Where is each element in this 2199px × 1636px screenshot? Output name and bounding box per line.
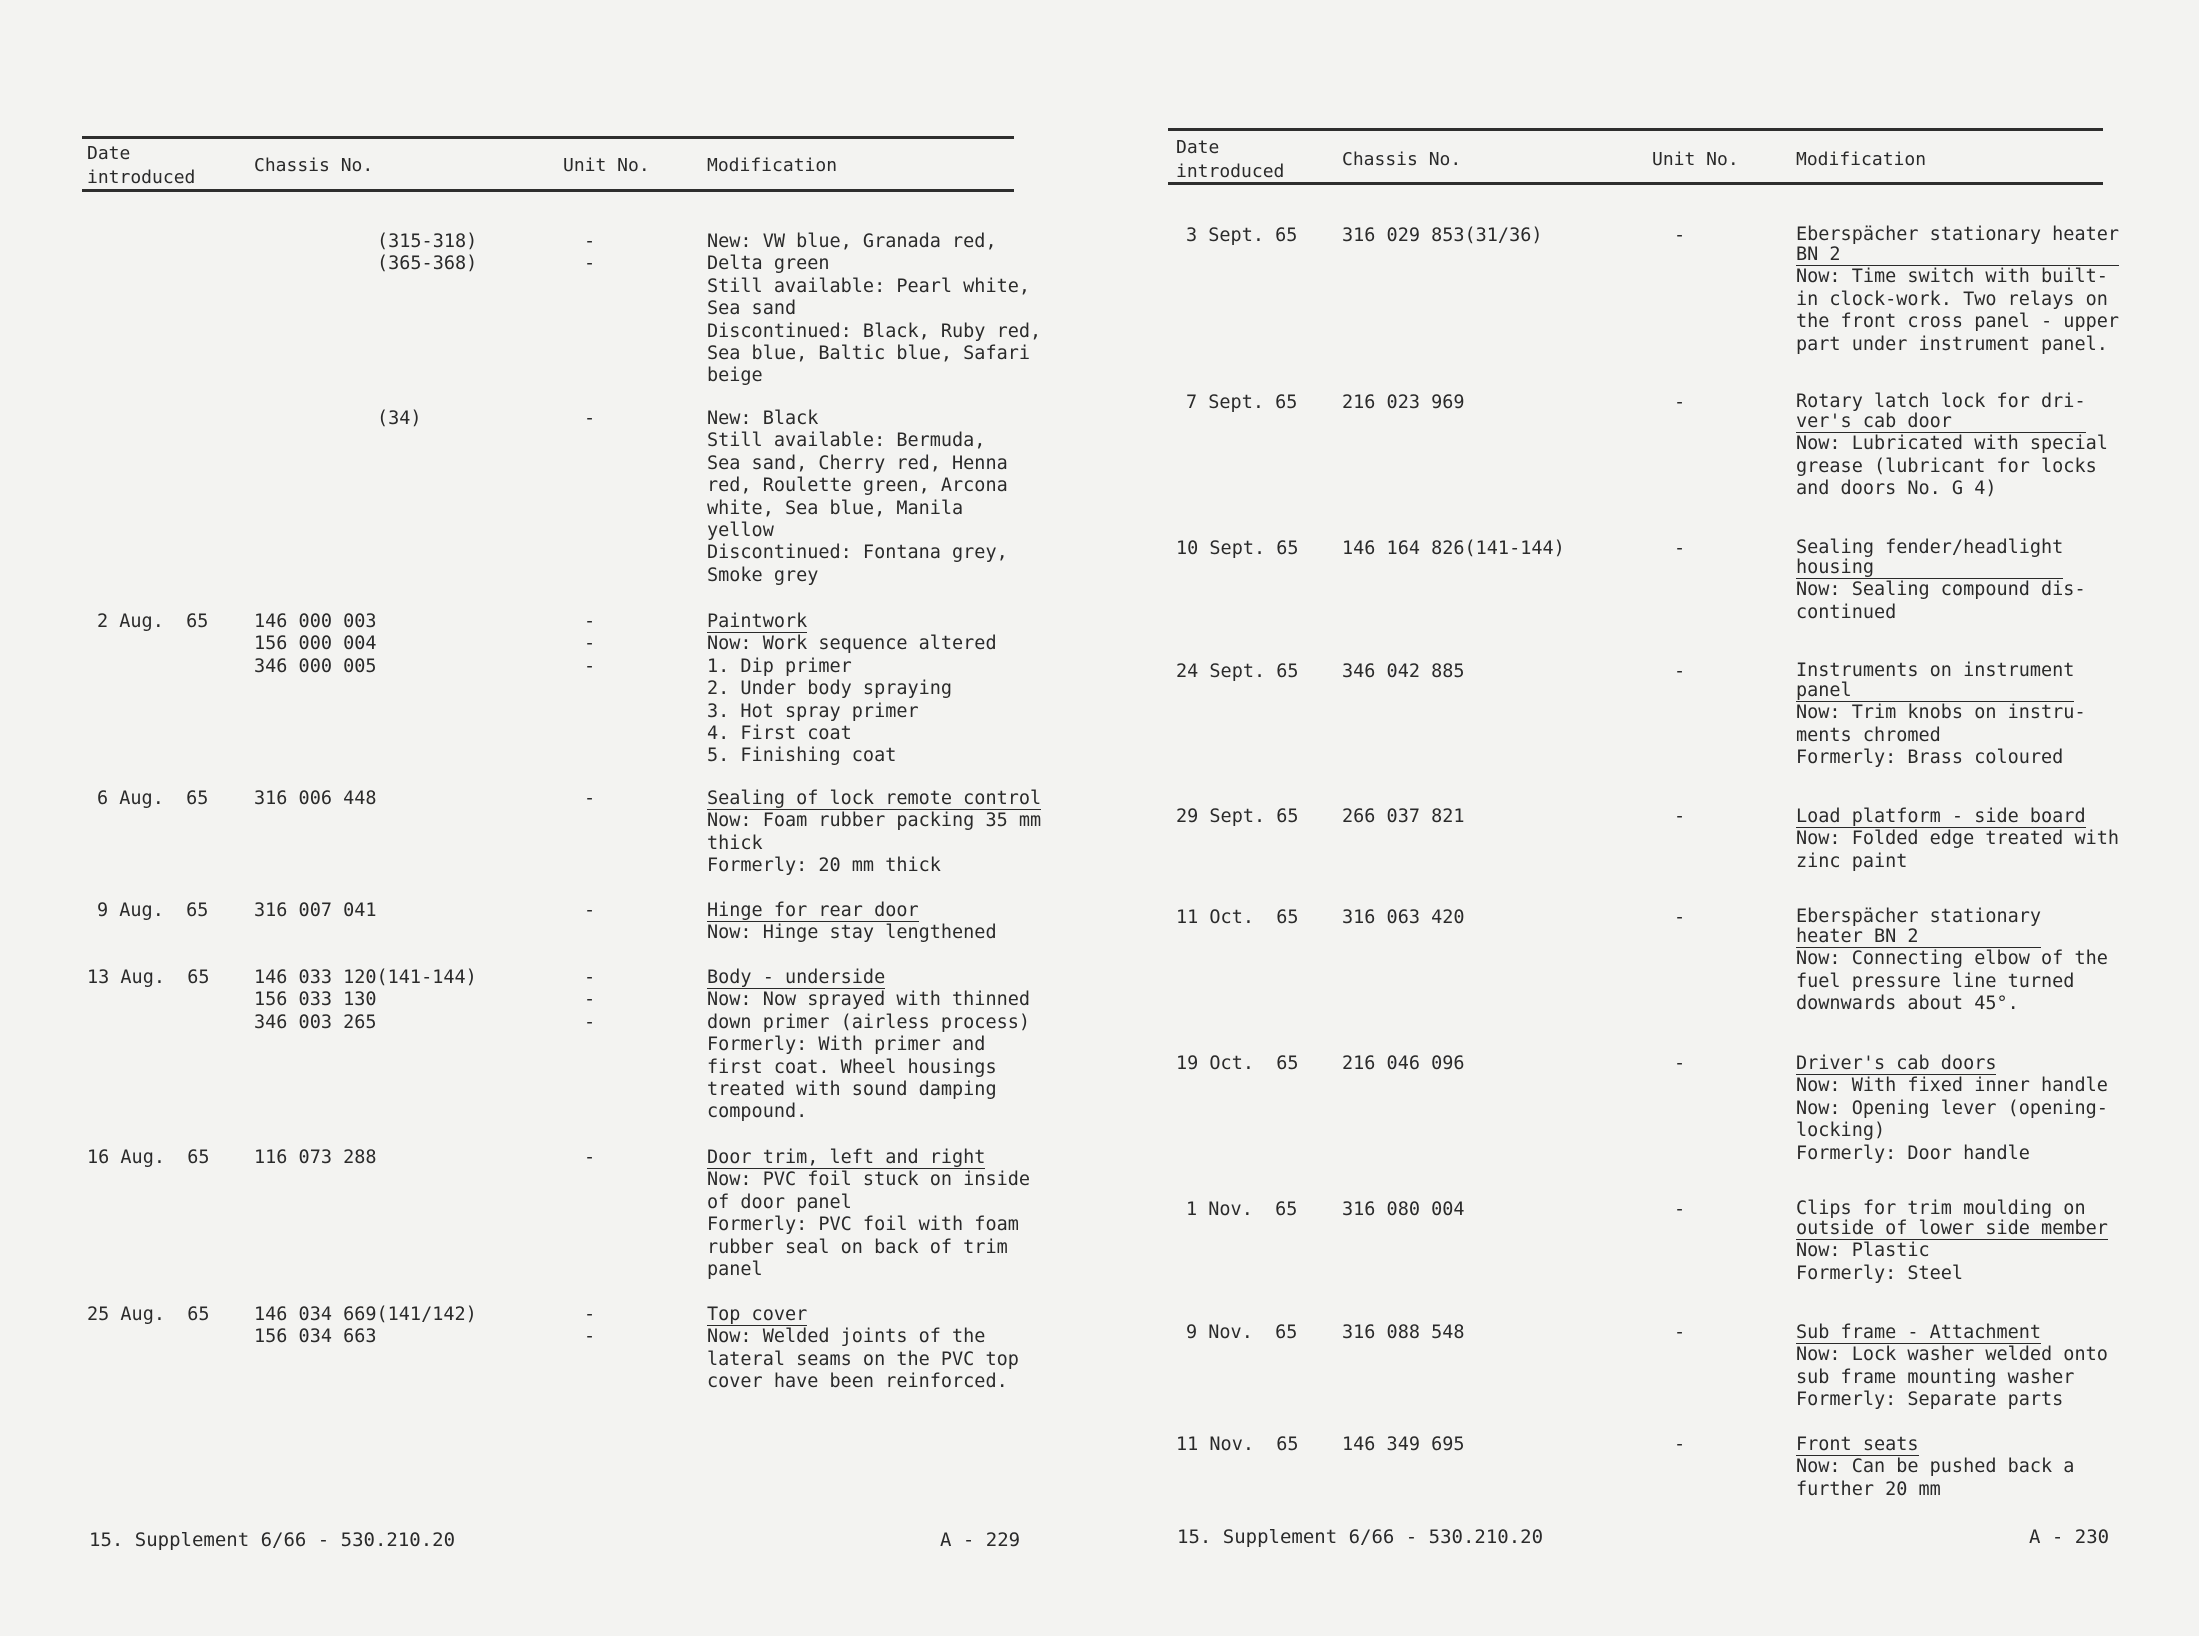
modification-body: Now: Now sprayed with thinned down primer (airless process) Formerly: With primer and first coat. Wheel housings treated with sound damping compound. (707, 989, 1031, 1123)
unit-number: - - (584, 231, 596, 275)
modification-title: Front seats (1796, 1434, 1919, 1455)
modification-body: New: VW blue, Granada red, Delta green Still available: Pearl white, Sea sand Discontinued: Black, Ruby red, Sea blue, Baltic blue, Safari beige (707, 231, 1042, 387)
chassis-number: 216 046 096 (1342, 1053, 1465, 1074)
modification-title: Hinge for rear door (707, 900, 919, 921)
modification-body: New: Black Still available: Bermuda, Sea sand, Cherry red, Henna red, Roulette green, Arcona white, Sea blue, Manila yellow Discontinued: Fontana grey, Smoke grey (707, 408, 1008, 586)
date-introduced: 3 Sept. 65 (1186, 225, 1298, 246)
date-introduced: 24 Sept. 65 (1176, 661, 1299, 682)
date-introduced: 11 Oct. 65 (1176, 907, 1299, 928)
modification (1796, 1053, 2108, 1165)
date-introduced: 11 Nov. 65 (1176, 1434, 1299, 1455)
modification-body: Now: Hinge stay lengthened (707, 922, 997, 944)
chassis-number: 146 034 669(141/142) 156 034 663 (254, 1304, 477, 1348)
unit-number: - (584, 408, 596, 429)
unit-number: - (584, 900, 596, 921)
date-introduced: 9 Aug. 65 (97, 900, 209, 921)
modification-body: Now: Lock washer welded onto sub frame mounting washer Formerly: Separate parts (1796, 1344, 2108, 1411)
unit-number: - (584, 788, 596, 809)
modification-title: Eberspächer stationary heater BN 2 (1796, 906, 2042, 947)
modification (1796, 907, 2108, 1016)
modification (707, 788, 1041, 878)
chassis-number: 316 006 448 (254, 788, 377, 809)
modification (707, 1147, 1030, 1281)
modification-title: Sub frame - Attachment (1796, 1322, 2042, 1343)
modification-body: Now: Work sequence altered 1. Dip primer 2. Under body spraying 3. Hot spray primer 4. First coat 5. Finishing coat (707, 633, 997, 767)
header-chassis: Chassis No. (254, 155, 374, 176)
modification-title: Sealing fender/headlight housing (1796, 537, 2064, 578)
modification-title: Door trim, left and right (707, 1147, 986, 1168)
unit-number: - - (584, 1304, 596, 1348)
unit-number: - (1674, 538, 1686, 559)
chassis-number: 346 042 885 (1342, 661, 1465, 682)
chassis-number: 146 000 003 156 000 004 346 000 005 (254, 611, 377, 677)
modification-title: Sealing of lock remote control (707, 788, 1042, 809)
modification-body: Now: Foam rubber packing 35 mm thick Formerly: 20 mm thick (707, 810, 1042, 877)
chassis-number: 216 023 969 (1342, 392, 1465, 413)
modification-body: Now: Can be pushed back a further 20 mm (1796, 1456, 2075, 1500)
unit-number: - (1674, 1053, 1686, 1074)
unit-number: - - - (584, 611, 596, 677)
modification (1796, 1434, 2074, 1501)
modification (707, 408, 1008, 587)
chassis-number: 316 080 004 (1342, 1199, 1465, 1220)
modification-body: Now: Lubricated with special grease (lubricant for locks and doors No. G 4) (1796, 433, 2108, 500)
header-bottom-rule (82, 189, 1014, 192)
date-introduced: 6 Aug. 65 (97, 788, 209, 809)
header-bottom-rule (1168, 182, 2103, 185)
unit-number: - (1674, 225, 1686, 246)
date-introduced: 25 Aug. 65 (87, 1304, 210, 1325)
modification-body: Now: Trim knobs on instru- ments chromed Formerly: Brass coloured (1796, 702, 2086, 769)
modification (707, 231, 1041, 388)
modification-body: Now: PVC foil stuck on inside of door panel Formerly: PVC foil with foam rubber seal on back of trim panel (707, 1169, 1031, 1281)
footer-page-number: A - 229 (940, 1529, 1021, 1551)
footer-page-number: A - 230 (2029, 1526, 2110, 1548)
chassis-number: (34) (377, 408, 422, 429)
date-introduced: 2 Aug. 65 (97, 611, 209, 632)
modification-body: Now: Plastic Formerly: Steel (1796, 1240, 1964, 1284)
modification-title: Instruments on instrument panel (1796, 660, 2075, 701)
modification (1796, 1322, 2108, 1412)
modification-body: Now: Time switch with built- in clock-work. Two relays on the front cross panel - upper part under instrument panel. (1796, 266, 2120, 355)
modification-title: Body - underside (707, 967, 886, 988)
modification (1796, 1199, 2108, 1285)
modification-body: Now: Connecting elbow of the fuel pressure line turned downwards about 45°. (1796, 948, 2108, 1015)
modification-body: Now: Welded joints of the lateral seams on the PVC top cover have been reinforced. (707, 1326, 1019, 1393)
date-introduced: 16 Aug. 65 (87, 1147, 210, 1168)
modification (1796, 225, 2119, 356)
footer-supplement: 15. Supplement 6/66 - 530.210.20 (89, 1529, 456, 1551)
modification-title: Load platform - side board (1796, 806, 2086, 827)
unit-number: - (1674, 661, 1686, 682)
date-introduced: 29 Sept. 65 (1176, 806, 1299, 827)
header-unit: Unit No. (1652, 149, 1739, 170)
modification (707, 900, 997, 945)
date-introduced: 1 Nov. 65 (1186, 1199, 1298, 1220)
modification (707, 611, 997, 768)
header-modification: Modification (707, 155, 838, 176)
unit-number: - (1674, 1322, 1686, 1343)
date-introduced: 10 Sept. 65 (1176, 538, 1299, 559)
chassis-number: 116 073 288 (254, 1147, 377, 1168)
modification-title: Paintwork (707, 611, 808, 632)
modification-body: Now: Sealing compound dis- continued (1796, 579, 2086, 623)
unit-number: - (584, 1147, 596, 1168)
chassis-number: 266 037 821 (1342, 806, 1465, 827)
modification (1796, 538, 2086, 624)
header-chassis: Chassis No. (1342, 149, 1462, 170)
modification (1796, 806, 2119, 873)
modification-title: Rotary latch lock for dri- ver's cab door (1796, 391, 2086, 432)
date-introduced: 7 Sept. 65 (1186, 392, 1298, 413)
modification-body: Now: Folded edge treated with zinc paint (1796, 828, 2120, 872)
date-introduced: 19 Oct. 65 (1176, 1053, 1299, 1074)
header-date: Date introduced (87, 143, 196, 188)
modification (1796, 392, 2108, 501)
unit-number: - (1674, 392, 1686, 413)
modification-title: Top cover (707, 1304, 808, 1325)
chassis-number: 316 088 548 (1342, 1322, 1465, 1343)
modification (707, 967, 1030, 1124)
modification-title: Eberspächer stationary heater BN 2 (1796, 224, 2120, 265)
unit-number: - (1674, 1199, 1686, 1220)
modification (1796, 661, 2086, 770)
modification (707, 1304, 1019, 1394)
unit-number: - (1674, 1434, 1686, 1455)
header-top-rule (1168, 128, 2103, 131)
unit-number: - (1674, 806, 1686, 827)
chassis-number: 146 164 826(141-144) (1342, 538, 1565, 559)
header-top-rule (82, 136, 1014, 139)
date-introduced: 13 Aug. 65 (87, 967, 210, 988)
chassis-number: 316 029 853(31/36) (1342, 225, 1543, 246)
header-unit: Unit No. (563, 155, 650, 176)
chassis-number: 316 007 041 (254, 900, 377, 921)
modification-title: Driver's cab doors (1796, 1053, 1997, 1074)
header-modification: Modification (1796, 149, 1927, 170)
header-date: Date introduced (1176, 137, 1285, 182)
chassis-number: 146 033 120(141-144) 156 033 130 346 003 265 (254, 967, 477, 1033)
unit-number: - - - (584, 967, 596, 1033)
modification-title: Clips for trim moulding on outside of lower side member (1796, 1198, 2108, 1239)
footer-supplement: 15. Supplement 6/66 - 530.210.20 (1177, 1526, 1544, 1548)
chassis-number: (315-318) (365-368) (377, 231, 478, 275)
chassis-number: 146 349 695 (1342, 1434, 1465, 1455)
right-page (1100, 0, 2199, 1636)
unit-number: - (1674, 907, 1686, 928)
modification-body: Now: With fixed inner handle Now: Opening lever (opening- locking) Formerly: Door handle (1796, 1075, 2108, 1164)
chassis-number: 316 063 420 (1342, 907, 1465, 928)
date-introduced: 9 Nov. 65 (1186, 1322, 1298, 1343)
